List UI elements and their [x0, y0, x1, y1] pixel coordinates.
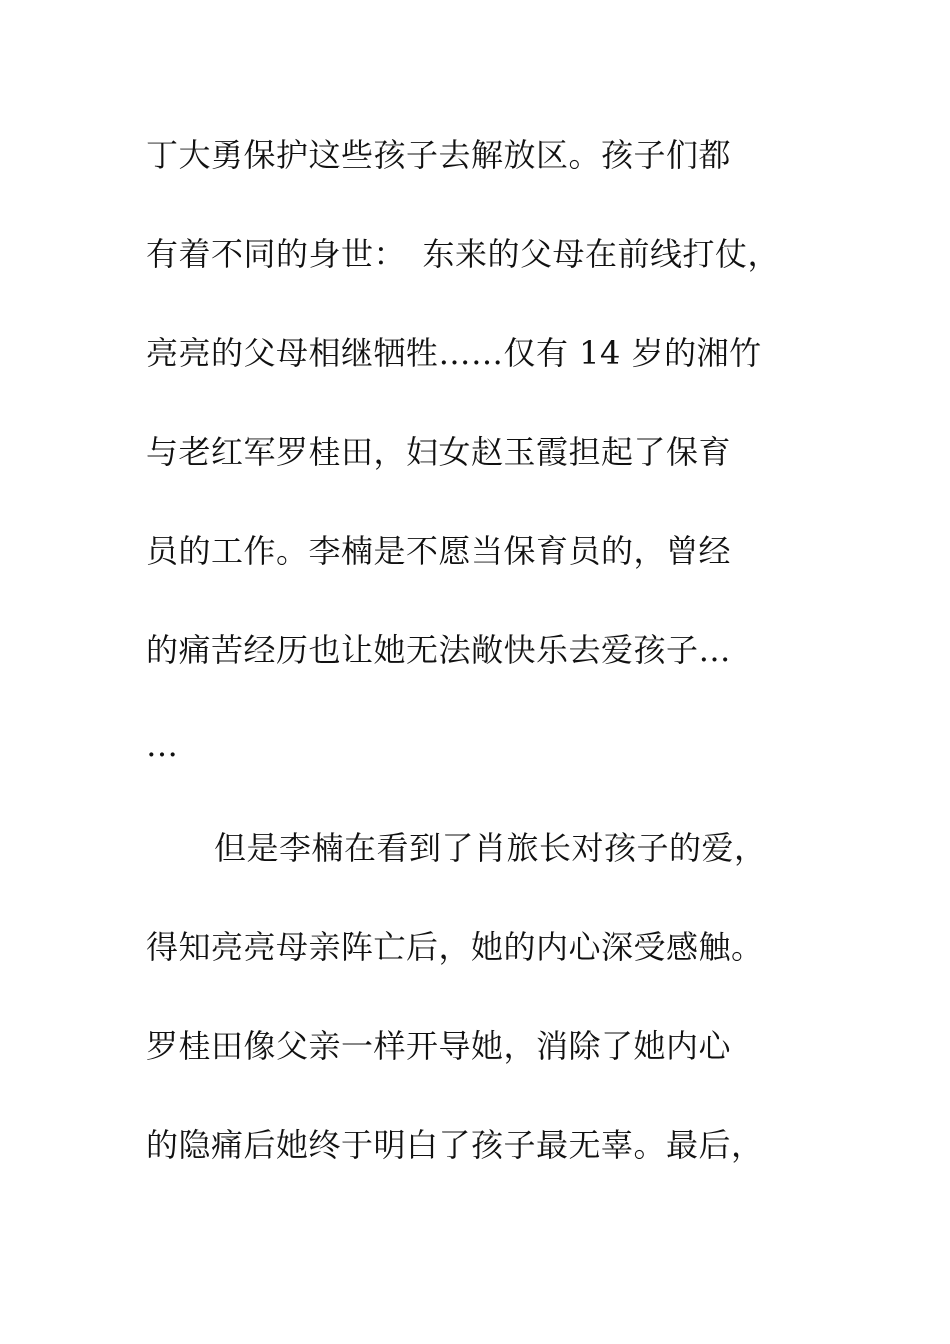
- text-line-7: …: [146, 726, 179, 764]
- text-line-4: 与老红军罗桂田，妇女赵玉霞担起了保育: [146, 433, 732, 471]
- text-line-2: 有着不同的身世： 东来的父母在前线打仗，: [146, 235, 781, 273]
- text-line-9: 得知亮亮母亲阵亡后，她的内心深受感触。: [146, 928, 764, 966]
- text-line-1: 丁大勇保护这些孩子去解放区。孩子们都: [146, 136, 732, 174]
- text-line-6: 的痛苦经历也让她无法敞快乐去爱孩子…: [146, 631, 732, 669]
- text-line-5: 员的工作。李楠是不愿当保育员的，曾经: [146, 532, 732, 570]
- paragraph-first-line: 但是李楠在看到了肖旅长对孩子的爱，: [214, 829, 767, 867]
- text-line-11: 的隐痛后她终于明白了孩子最无辜。最后，: [146, 1126, 764, 1164]
- text-line-3: 亮亮的父母相继牺牲……仅有 14 岁的湘竹: [146, 334, 762, 372]
- text-line-10: 罗桂田像父亲一样开导她，消除了她内心: [146, 1027, 732, 1065]
